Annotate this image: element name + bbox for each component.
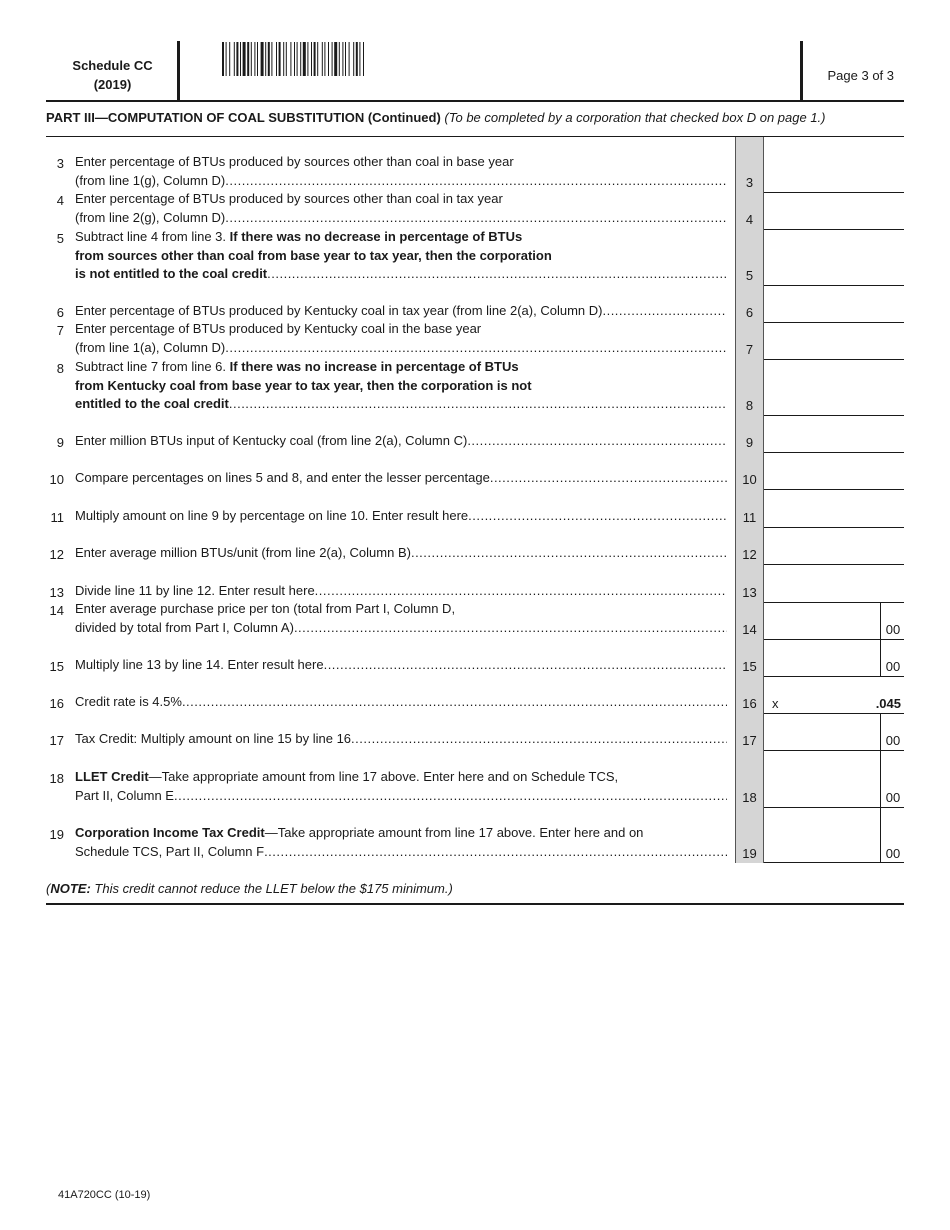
line-10-description: Compare percentages on lines 5 and 8, and enter the lesser percentage ..... [75, 469, 727, 488]
line-14-cents: 00 [885, 622, 901, 637]
schedule-header [45, 56, 180, 94]
part-title-subtitle: (To be completed by a corporation that checked box D on page 1.) [444, 110, 826, 125]
line-14-input[interactable] [764, 639, 904, 640]
line-15-number: 15 [49, 659, 64, 674]
line-15-cents: 00 [885, 659, 901, 674]
line-8-box: 8 [745, 398, 754, 413]
line-12-box: 12 [742, 547, 757, 562]
line-16-multiply-sign: x [772, 696, 779, 711]
line-10-input[interactable] [764, 489, 904, 490]
line-16-rate: .045 [875, 696, 901, 711]
line-17-input[interactable] [764, 750, 904, 751]
schedule-name: Schedule CC [72, 58, 153, 73]
line-6-description: Enter percentage of BTUs produced by Kentucky coal in tax year (from line 2(a), Column D) ..... [75, 302, 727, 321]
line-5-box: 5 [745, 268, 754, 283]
line-16-box: 16 [742, 696, 757, 711]
line-6-box: 6 [745, 305, 754, 320]
line-18-description: LLET Credit—Take appropriate amount from line 17 above. Enter here and on Schedule TCS, Part II, Column E ..... [75, 768, 727, 805]
part-title [46, 110, 826, 125]
header-divider-left [177, 41, 180, 102]
line-10-box: 10 [742, 472, 757, 487]
line-5-description: Subtract line 4 from line 3. If there was no decrease in percentage of BTUs from sources other than coal from base year to tax year, then the corporation is not entitled to the coal credit ..... [75, 228, 727, 284]
line-9-number: 9 [56, 435, 64, 450]
line-11-input[interactable] [764, 527, 904, 528]
line-12-description: Enter average million BTUs/unit (from line 2(a), Column B) ..... [75, 544, 727, 563]
line-15-description: Multiply line 13 by line 14. Enter result here ..... [75, 656, 727, 675]
line-number-column [735, 137, 764, 863]
line-9-description: Enter million BTUs input of Kentucky coal (from line 2(a), Column C) ..... [75, 432, 727, 451]
line-14-box: 14 [742, 622, 757, 637]
line-7-number: 7 [56, 323, 64, 338]
line-8-description: Subtract line 7 from line 6. If there was no increase in percentage of BTUs from Kentucky coal from base year to tax year, then the corporation is not entitled to the coal credit ..... [75, 358, 727, 414]
line-13-number: 13 [49, 585, 64, 600]
line-17-description: Tax Credit: Multiply amount on line 15 by line 16 ..... [75, 730, 727, 749]
line-4-box: 4 [745, 212, 754, 227]
part-rule [46, 136, 904, 137]
line-7-box: 7 [745, 342, 754, 357]
line-18-cents: 00 [885, 790, 901, 805]
line-19-cents: 00 [885, 846, 901, 861]
line-4-description: Enter percentage of BTUs produced by sources other than coal in tax year (from line 2(g), Column D) ..... [75, 190, 727, 227]
line-16-number: 16 [49, 696, 64, 711]
line-11-description: Multiply amount on line 9 by percentage on line 10. Enter result here ..... [75, 507, 727, 526]
line-13-input[interactable] [764, 602, 904, 603]
line-12-input[interactable] [764, 564, 904, 565]
note-rule [46, 903, 904, 905]
line-17-box: 17 [742, 733, 757, 748]
line-18-number: 18 [49, 771, 64, 786]
line-16-description: Credit rate is 4.5% ..... [75, 693, 727, 712]
line-10-number: 10 [49, 472, 64, 487]
line-9-box: 9 [745, 435, 754, 450]
line-4-number: 4 [56, 193, 64, 208]
line-4-input[interactable] [764, 229, 904, 230]
line-5-number: 5 [56, 231, 64, 246]
page-number: Page 3 of 3 [827, 68, 894, 83]
line-18-input[interactable] [764, 807, 904, 808]
line-15-input[interactable] [764, 676, 904, 677]
line-19-description: Corporation Income Tax Credit—Take appropriate amount from line 17 above. Enter here and on Schedule TCS, Part II, Column F ..... [75, 824, 727, 861]
line-3-number: 3 [56, 156, 64, 171]
line-17-cents: 00 [885, 733, 901, 748]
line-18-box: 18 [742, 790, 757, 805]
line-6-input[interactable] [764, 322, 904, 323]
line-13-description: Divide line 11 by line 12. Enter result here ..... [75, 582, 727, 601]
line-8-number: 8 [56, 361, 64, 376]
line-19-input[interactable] [764, 862, 904, 863]
form-id: 41A720CC (10-19) [58, 1189, 151, 1201]
line-19-number: 19 [49, 827, 64, 842]
line-9-input[interactable] [764, 452, 904, 453]
line-8-input[interactable] [764, 415, 904, 416]
line-7-input[interactable] [764, 359, 904, 360]
line-3-box: 3 [745, 175, 754, 190]
line-7-description: Enter percentage of BTUs produced by Kentucky coal in the base year (from line 1(a), Column D) ..... [75, 320, 727, 357]
line-17-number: 17 [49, 733, 64, 748]
line-3-input[interactable] [764, 192, 904, 193]
line-13-box: 13 [742, 585, 757, 600]
part-title-main: PART III—COMPUTATION OF COAL SUBSTITUTION (Continued) [46, 110, 441, 125]
header-rule [46, 100, 904, 102]
line-14-description: Enter average purchase price per ton (total from Part I, Column D, divided by total from Part I, Column A) ..... [75, 600, 727, 637]
barcode-icon [222, 42, 438, 76]
line-14-number: 14 [49, 603, 64, 618]
line-6-number: 6 [56, 305, 64, 320]
line-16-input [764, 713, 904, 714]
credit-note: (NOTE: This credit cannot reduce the LLET below the $175 minimum.) [46, 881, 453, 896]
schedule-year: (2019) [93, 77, 132, 92]
line-5-input[interactable] [764, 285, 904, 286]
line-11-box: 11 [742, 510, 757, 525]
line-15-box: 15 [742, 659, 757, 674]
line-11-number: 11 [50, 510, 64, 525]
line-3-description: Enter percentage of BTUs produced by sources other than coal in base year (from line 1(g), Column D) ..... [75, 153, 727, 190]
line-19-box: 19 [742, 846, 757, 861]
header-divider-right [800, 41, 803, 102]
line-12-number: 12 [49, 547, 64, 562]
